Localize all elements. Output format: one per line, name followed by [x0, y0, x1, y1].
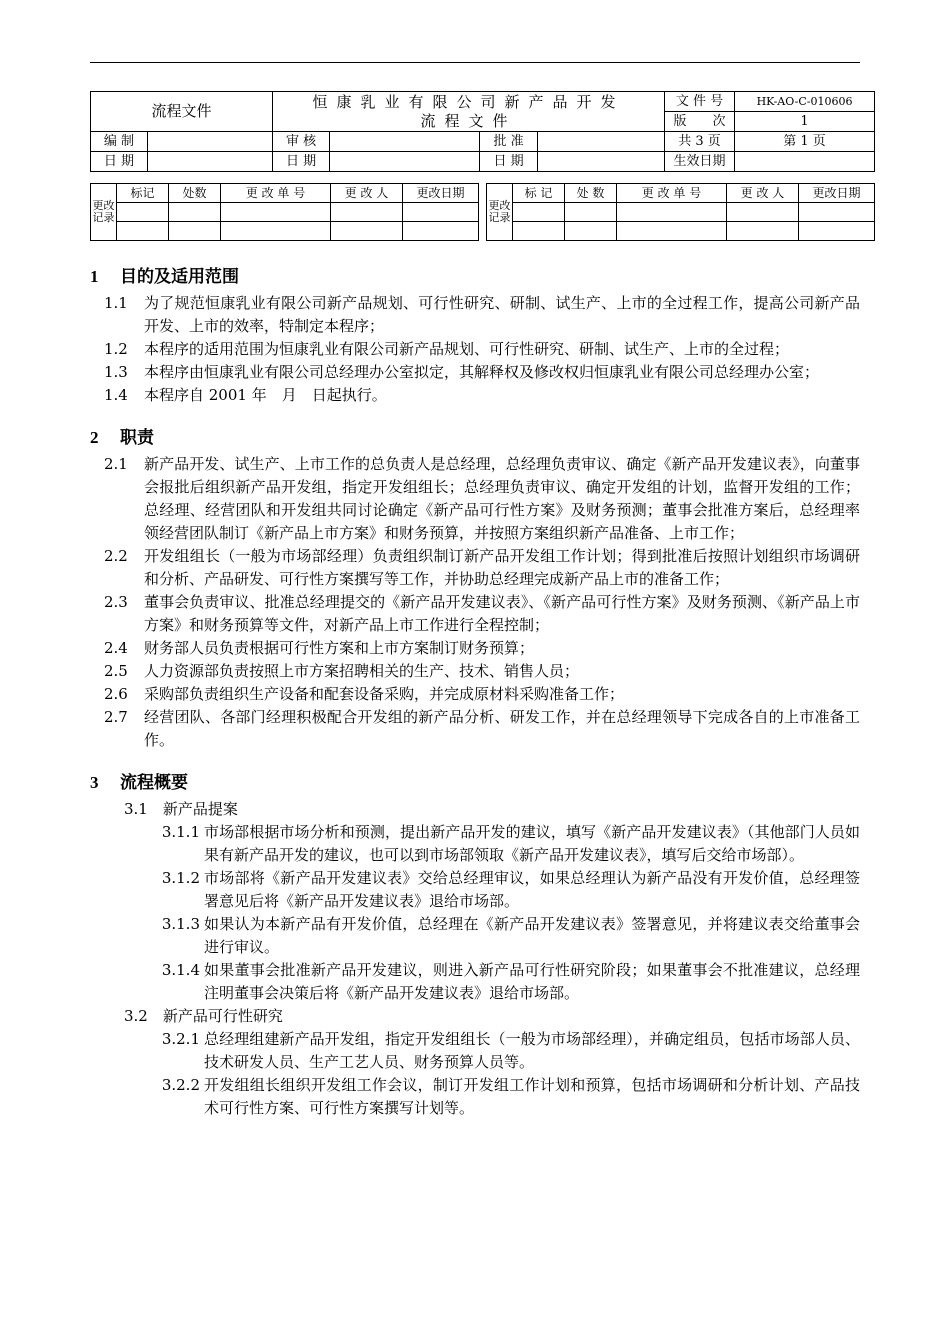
- section-title: 流程概要: [120, 773, 188, 793]
- doc-type: 流程文件: [91, 92, 273, 132]
- revision-side-label: 更改记录: [487, 184, 513, 241]
- version-label: 版 次: [665, 112, 735, 132]
- rev-cell: [727, 222, 799, 241]
- rev-cell: [331, 222, 403, 241]
- item-number: 3.2.1: [161, 1030, 200, 1048]
- list-item: [90, 660, 860, 683]
- item-number: 2.7: [104, 708, 128, 726]
- item-number: 3.1.1: [161, 823, 200, 841]
- review-date-label: 日 期: [273, 152, 330, 172]
- approve-label: 批 准: [480, 132, 538, 152]
- page-no: 第 1 页: [735, 132, 875, 152]
- rev-cell: [403, 222, 479, 241]
- compile-value: [148, 132, 273, 152]
- rev-cell: [799, 222, 875, 241]
- item-number: 3.1.2: [161, 869, 200, 887]
- rev-cell: [169, 222, 221, 241]
- item-number: 3.1.3: [161, 915, 200, 933]
- revision-table-left: [90, 183, 479, 241]
- rev-col-person: 更 改 人: [727, 184, 799, 203]
- list-item: [90, 637, 860, 660]
- item-text: 为了规范恒康乳业有限公司新产品规划、可行性研究、研制、试生产、上市的全过程工作，提高公司新产品开发、上市的效率，特制定本程序；: [144, 294, 860, 335]
- list-item: [90, 867, 860, 913]
- item-text: 开发组组长（一般为市场部经理）负责组织制订新产品开发组工作计划；得到批准后按照计划组织市场调研和分析、产品研发、可行性方案撰写等工作，并协助总经理完成新产品上市的准备工作；: [144, 547, 860, 588]
- item-number: 2.6: [104, 685, 128, 703]
- item-text: 财务部人员负责根据可行性方案和上市方案制订财务预算；: [144, 639, 535, 657]
- item-text: 开发组组长组织开发组工作会议，制订开发组工作计划和预算，包括市场调研和分析计划、产品技术可行性方案、可行性方案撰写计划等。: [204, 1076, 860, 1117]
- list-item: [90, 292, 860, 338]
- item-text: 经营团队、各部门经理积极配合开发组的新产品分析、研发工作，并在总经理领导下完成各自的上市准备工作。: [144, 708, 860, 749]
- item-text: 董事会负责审议、批准总经理提交的《新产品开发建议表》、《新产品可行性方案》及财务预测、《新产品上市方案》和财务预算等文件，对新产品上市工作进行全程控制；: [144, 593, 860, 634]
- list-item: [90, 1028, 860, 1074]
- list-item: [90, 706, 860, 752]
- item-number: 1.4: [104, 386, 128, 404]
- rev-cell: [799, 203, 875, 222]
- rev-cell: [169, 203, 221, 222]
- rev-cell: [221, 203, 331, 222]
- approve-date-label: 日 期: [480, 152, 538, 172]
- item-number: 2.5: [104, 662, 128, 680]
- list-item: [90, 338, 860, 361]
- date-value: [148, 152, 273, 172]
- revision-table-right: [486, 183, 875, 241]
- list-item: [90, 453, 860, 545]
- rev-col-date: 更改日期: [403, 184, 479, 203]
- rev-col-order-no: 更 改 单 号: [617, 184, 727, 203]
- top-rule: [90, 62, 860, 63]
- document-body: [90, 260, 860, 1120]
- file-no: HK-AO-C-010606: [735, 92, 875, 112]
- rev-cell: [117, 222, 169, 241]
- rev-col-mark: 标记: [117, 184, 169, 203]
- list-item: [90, 545, 860, 591]
- review-label: 审 核: [273, 132, 330, 152]
- rev-col-count: 处 数: [565, 184, 617, 203]
- doc-title: [273, 92, 665, 132]
- subsection-heading: 3.1 新产品提案: [124, 800, 238, 818]
- list-item: [90, 361, 860, 384]
- rev-cell: [565, 203, 617, 222]
- item-text: 市场部根据市场分析和预测，提出新产品开发的建议，填写《新产品开发建议表》（其他部门人员如果有新产品开发的建议，也可以到市场部领取《新产品开发建议表》，填写后交给市场部）。: [204, 823, 860, 864]
- section-title: 职责: [120, 428, 154, 448]
- rev-col-mark: 标 记: [513, 184, 565, 203]
- date-label: 日 期: [91, 152, 148, 172]
- compile-label: 编 制: [91, 132, 148, 152]
- approve-value: [538, 132, 665, 152]
- item-text: 人力资源部负责按照上市方案招聘相关的生产、技术、销售人员；: [144, 662, 580, 680]
- item-text: 本程序自 2001 年 月 日起执行。: [144, 386, 387, 404]
- review-value: [330, 132, 480, 152]
- section-number: 3: [90, 773, 99, 792]
- subsection-heading: 3.2 新产品可行性研究: [124, 1007, 283, 1025]
- rev-cell: [221, 222, 331, 241]
- total-pages: 共 3 页: [665, 132, 735, 152]
- rev-cell: [727, 203, 799, 222]
- list-item: [90, 591, 860, 637]
- item-number: 2.2: [104, 547, 128, 565]
- item-text: 如果认为本新产品有开发价值，总经理在《新产品开发建议表》签署意见，并将建议表交给董事会进行审议。: [204, 915, 860, 956]
- section-heading: [90, 770, 860, 796]
- review-date-value: [330, 152, 480, 172]
- rev-cell: [617, 222, 727, 241]
- item-text: 市场部将《新产品开发建议表》交给总经理审议，如果总经理认为新产品没有开发价值，总经理签署意见后将《新产品开发建议表》退给市场部。: [204, 869, 860, 910]
- rev-cell: [513, 203, 565, 222]
- item-number: 2.1: [104, 455, 128, 473]
- section-heading: [90, 425, 860, 451]
- section-heading: [90, 264, 860, 290]
- rev-cell: [117, 203, 169, 222]
- section-number: 2: [90, 428, 99, 447]
- effective-date-value: [735, 152, 875, 172]
- list-item: [90, 821, 860, 867]
- item-number: 3.1.4: [161, 961, 200, 979]
- effective-date-label: 生效日期: [665, 152, 735, 172]
- version: 1: [735, 112, 875, 132]
- revision-side-label: 更改记录: [91, 184, 117, 241]
- item-text: 采购部负责组织生产设备和配套设备采购，并完成原材料采购准备工作；: [144, 685, 625, 703]
- approve-date-value: [538, 152, 665, 172]
- list-item: [90, 384, 860, 407]
- item-number: 2.4: [104, 639, 128, 657]
- item-number: 1.1: [104, 294, 128, 312]
- item-number: 1.2: [104, 340, 128, 358]
- rev-col-date: 更改日期: [799, 184, 875, 203]
- file-no-label: 文 件 号: [665, 92, 735, 112]
- doc-title-line2: 流程文件: [420, 111, 517, 130]
- list-item: [90, 1074, 860, 1120]
- item-text: 总经理组建新产品开发组，指定开发组组长（一般为市场部经理），并确定组员，包括市场部人员、技术研发人员、生产工艺人员、财务预算人员等。: [204, 1030, 860, 1071]
- rev-col-order-no: 更 改 单 号: [221, 184, 331, 203]
- list-item: [90, 683, 860, 706]
- item-number: 1.3: [104, 363, 128, 381]
- section-number: 1: [90, 267, 99, 286]
- section-title: 目的及适用范围: [120, 267, 239, 287]
- item-number: 2.3: [104, 593, 128, 611]
- document-header-table: [90, 91, 875, 172]
- rev-cell: [331, 203, 403, 222]
- rev-col-count: 处数: [169, 184, 221, 203]
- rev-cell: [513, 222, 565, 241]
- item-text: 本程序由恒康乳业有限公司总经理办公室拟定，其解释权及修改权归恒康乳业有限公司总经理办公室；: [144, 363, 820, 381]
- item-text: 本程序的适用范围为恒康乳业有限公司新产品规划、可行性研究、研制、试生产、上市的全过程；: [144, 340, 790, 358]
- rev-cell: [617, 203, 727, 222]
- list-item: [90, 913, 860, 959]
- item-number: 3.2.2: [161, 1076, 200, 1094]
- rev-cell: [403, 203, 479, 222]
- doc-title-line1: 恒康乳业有限公司新产品开发: [312, 92, 625, 111]
- item-text: 新产品开发、试生产、上市工作的总负责人是总经理，总经理负责审议、确定《新产品开发建议表》，向董事会报批后组织新产品开发组，指定开发组组长；总经理负责审议、确定开发组的计划，监督开发组的工作；总经理、经营团队和开发组共同讨论确定《新产品可行性方案》及财务预测；董事会批准方案后，总经理率领经营团队制订《新产品上市方案》和财务预算，并按照方案组织新产品准备、上市工作；: [144, 455, 860, 542]
- rev-col-person: 更 改 人: [331, 184, 403, 203]
- rev-cell: [565, 222, 617, 241]
- item-text: 如果董事会批准新产品开发建议，则进入新产品可行性研究阶段；如果董事会不批准建议，总经理注明董事会决策后将《新产品开发建议表》退给市场部。: [204, 961, 860, 1002]
- list-item: [90, 959, 860, 1005]
